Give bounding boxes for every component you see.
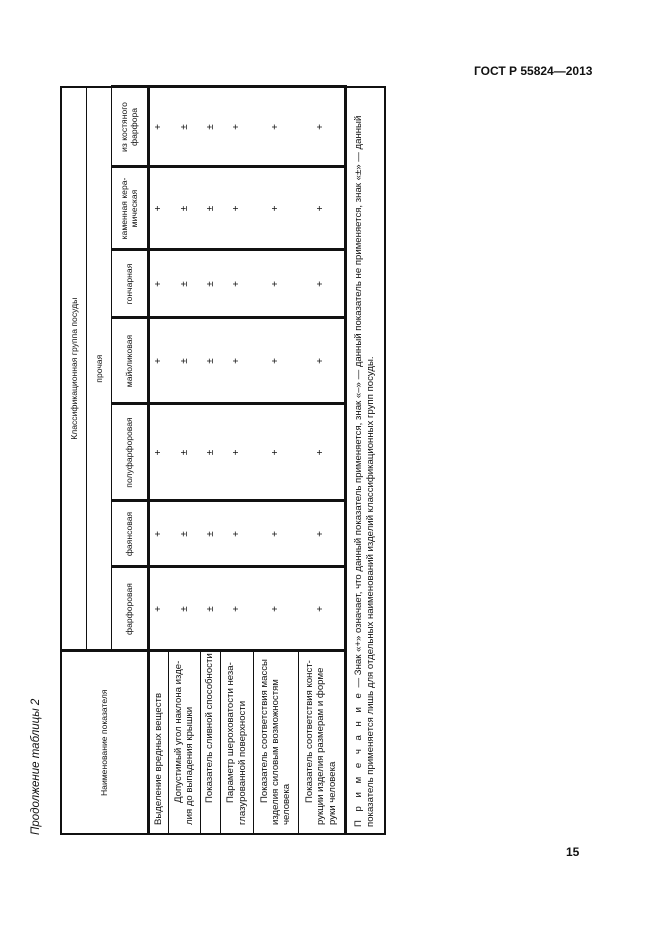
- standard-number: ГОСТ Р 55824—2013: [474, 64, 593, 78]
- value-cell: +: [298, 250, 345, 318]
- row-name-line: Показатель соответствия конст-: [304, 660, 316, 803]
- value-cell: +: [253, 250, 298, 318]
- table-caption: Продолжение таблицы 2: [30, 698, 42, 835]
- table-note: [345, 87, 385, 834]
- column-header: гончарная: [111, 250, 148, 318]
- indicators-table: [60, 85, 386, 835]
- row-name-line: Параметр шероховатости неза-: [225, 662, 237, 803]
- table-row: [298, 87, 345, 834]
- row-name-line: изделия силовым возможностям: [269, 679, 281, 825]
- value-cell: +: [148, 87, 168, 167]
- column-header: каменная кера-мическая: [111, 167, 148, 250]
- value-cell: ±: [200, 404, 220, 501]
- value-cell: +: [298, 404, 345, 501]
- column-header: полуфарфоровая: [111, 404, 148, 501]
- header-name: Наименование показателя: [61, 651, 148, 834]
- table-row: [220, 87, 253, 834]
- table-row: [200, 87, 220, 834]
- value-cell: +: [220, 87, 253, 167]
- value-cell: +: [220, 318, 253, 404]
- value-cell: ±: [200, 87, 220, 167]
- page-number: 15: [566, 845, 580, 859]
- column-header: фаянсовая: [111, 501, 148, 567]
- note-line1: — Знак «+» означает, что данный показатель применяется, знак «–» — данный показатель не применяется, знак «±» — данный: [353, 115, 365, 688]
- value-cell: +: [298, 87, 345, 167]
- row-name: [200, 651, 220, 834]
- table-row: [148, 87, 168, 834]
- value-cell: +: [298, 318, 345, 404]
- rotated-table-container: [60, 88, 385, 835]
- row-name-line: глазурованной поверхности: [236, 700, 248, 825]
- table-row: [168, 87, 200, 834]
- value-cell: ±: [168, 87, 200, 167]
- row-name-line: человека: [281, 783, 293, 825]
- row-name-line: рукции изделия размерам и форме: [315, 667, 327, 825]
- value-cell: +: [220, 250, 253, 318]
- note-line2: показатель применяется лишь для отдельных наименований изделий классификационных групп посуды.: [365, 356, 377, 827]
- row-name: [298, 651, 345, 834]
- value-cell: +: [253, 404, 298, 501]
- value-cell: +: [220, 567, 253, 651]
- value-cell: ±: [200, 318, 220, 404]
- row-name-line: руки человека: [326, 761, 338, 825]
- value-cell: +: [148, 501, 168, 567]
- value-cell: +: [220, 167, 253, 250]
- table-row: [253, 87, 298, 834]
- row-name: [168, 651, 200, 834]
- column-header: фарфоровая: [111, 567, 148, 651]
- value-cell: +: [253, 318, 298, 404]
- column-header: майоликовая: [111, 318, 148, 404]
- value-cell: ±: [168, 318, 200, 404]
- value-cell: +: [253, 501, 298, 567]
- value-cell: ±: [200, 567, 220, 651]
- value-cell: ±: [168, 250, 200, 318]
- value-cell: ±: [200, 501, 220, 567]
- value-cell: +: [298, 167, 345, 250]
- value-cell: ±: [168, 404, 200, 501]
- row-name-line: Допустимый угол наклона изде-: [172, 660, 184, 803]
- row-name-line: Выделение вредных веществ: [152, 692, 164, 825]
- row-name: [220, 651, 253, 834]
- value-cell: ±: [200, 250, 220, 318]
- value-cell: +: [148, 250, 168, 318]
- column-header: из костяного фарфора: [111, 87, 148, 167]
- note-label: П р и м е ч а н и е: [353, 690, 365, 827]
- value-cell: +: [220, 501, 253, 567]
- row-name: [253, 651, 298, 834]
- row-name-line: Показатель соответствия массы: [258, 659, 270, 803]
- value-cell: ±: [168, 567, 200, 651]
- row-name-line: лия до выпадения крышки: [184, 706, 195, 825]
- value-cell: +: [253, 167, 298, 250]
- value-cell: +: [148, 567, 168, 651]
- value-cell: +: [298, 501, 345, 567]
- value-cell: +: [253, 87, 298, 167]
- value-cell: +: [220, 404, 253, 501]
- value-cell: +: [148, 167, 168, 250]
- value-cell: ±: [200, 167, 220, 250]
- row-name: [148, 651, 168, 834]
- row-name-line: Показатель сливной способности: [204, 653, 216, 803]
- value-cell: +: [253, 567, 298, 651]
- value-cell: +: [148, 318, 168, 404]
- value-cell: +: [298, 567, 345, 651]
- header-subgroup: прочая: [86, 87, 111, 651]
- value-cell: +: [148, 404, 168, 501]
- value-cell: ±: [168, 501, 200, 567]
- header-group: Классификационная группа посуды: [61, 87, 86, 651]
- value-cell: ±: [168, 167, 200, 250]
